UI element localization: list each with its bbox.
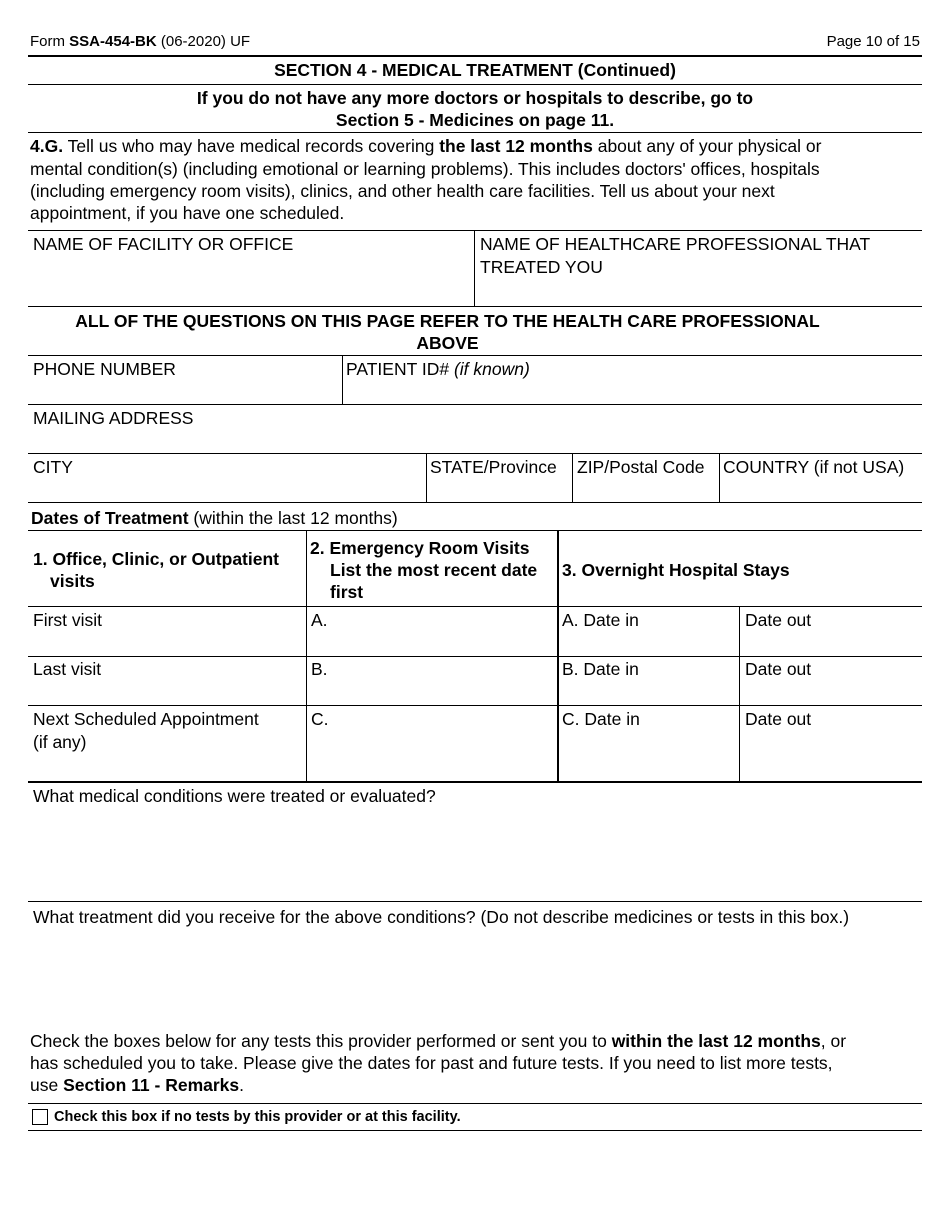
date-out-label: Date out <box>745 709 812 729</box>
date-in-label: B. Date in <box>562 659 639 679</box>
state-label: STATE/Province <box>430 457 557 477</box>
section-instruction-line2: Section 5 - Medicines on page 11. <box>335 110 615 130</box>
no-tests-label: Check this box if no tests by this provider or at this facility. <box>54 1109 461 1125</box>
patient-id-input[interactable] <box>346 381 916 401</box>
divider <box>28 132 922 133</box>
row-label: Next Scheduled Appointment <box>33 709 259 729</box>
professional-label-line1: NAME OF HEALTHCARE PROFESSIONAL THAT <box>480 234 871 254</box>
divider <box>28 230 922 231</box>
form-prefix: Form <box>30 33 70 50</box>
divider <box>28 306 922 307</box>
phone-input[interactable] <box>33 381 333 401</box>
conditions-label: What medical conditions were treated or evaluated? <box>33 786 436 806</box>
tests-line1: Check the boxes below for any tests this provider performed or sent you to within the last 12 months, or <box>30 1031 847 1051</box>
divider <box>28 1130 922 1131</box>
facility-label: NAME OF FACILITY OR OFFICE <box>33 234 294 254</box>
col-hospital-header: 3. Overnight Hospital Stays <box>562 560 790 580</box>
date-out-label: Date out <box>745 659 812 679</box>
no-tests-checkbox[interactable] <box>32 1109 48 1125</box>
row-label-line2: (if any) <box>33 732 87 752</box>
date-in-input[interactable] <box>562 681 732 701</box>
page-number: Page 10 of 15 <box>826 33 920 50</box>
q4g-line2: mental condition(s) (including emotional or learning problems). This includes doctors' offices, hospitals <box>30 159 820 179</box>
divider <box>28 530 922 531</box>
er-date-label: A. <box>311 610 328 630</box>
row-label: First visit <box>33 610 103 630</box>
divider <box>426 453 427 502</box>
section-instruction-line1: If you do not have any more doctors or hospitals to describe, go to <box>196 88 754 108</box>
notice-line1: ALL OF THE QUESTIONS ON THIS PAGE REFER TO THE HEALTH CARE PROFESSIONAL <box>75 311 820 331</box>
divider <box>28 1103 922 1104</box>
divider <box>28 781 922 783</box>
col-er-header: 2. Emergency Room Visits <box>310 538 530 558</box>
treatment-label: What treatment did you receive for the above conditions? (Do not describe medicines or tests in this box.) <box>33 907 850 927</box>
treatment-input[interactable] <box>33 932 913 1022</box>
zip-input[interactable] <box>577 479 715 499</box>
divider <box>28 901 922 902</box>
divider <box>28 453 922 454</box>
city-label: CITY <box>33 457 73 477</box>
section-title: SECTION 4 - MEDICAL TREATMENT (Continued) <box>274 60 676 80</box>
divider <box>28 502 922 503</box>
divider <box>719 453 720 502</box>
state-input[interactable] <box>430 479 568 499</box>
col-er-header-line2: List the most recent date <box>330 560 538 580</box>
form-number: SSA-454-BK <box>69 33 157 50</box>
divider <box>28 84 922 85</box>
date-out-input[interactable] <box>745 735 915 755</box>
col-office-header: 1. Office, Clinic, or Outpatient <box>33 549 279 569</box>
tests-line3: use Section 11 - Remarks. <box>30 1075 245 1095</box>
date-out-input[interactable] <box>745 632 915 652</box>
er-date-input[interactable] <box>330 659 550 679</box>
city-input[interactable] <box>33 479 418 499</box>
col-er-header-line3: first <box>330 582 364 602</box>
row-label: Last visit <box>33 659 102 679</box>
country-input[interactable] <box>723 479 918 499</box>
mailing-address-input[interactable] <box>33 430 913 450</box>
tests-line2: has scheduled you to take. Please give the dates for past and future tests. If you need to list more tests, <box>30 1053 833 1073</box>
divider <box>342 355 343 404</box>
treatment-row-first <box>0 606 950 656</box>
facility-name-input[interactable] <box>33 262 463 300</box>
professional-name-input[interactable] <box>480 282 915 302</box>
notice-line2: ABOVE <box>416 333 479 353</box>
q4g-line1: 4.G. Tell us who may have medical records covering the last 12 months about any of your physical or <box>30 136 822 156</box>
phone-label: PHONE NUMBER <box>33 359 176 379</box>
date-out-label: Date out <box>745 610 812 630</box>
treatment-row-next <box>0 705 950 781</box>
form-edition: (06-2020) UF <box>156 33 251 50</box>
dates-heading: Dates of Treatment (within the last 12 months) <box>31 508 398 528</box>
date-in-input[interactable] <box>562 735 732 755</box>
er-date-label: C. <box>311 709 329 729</box>
q4g-line4: appointment, if you have one scheduled. <box>30 203 345 223</box>
divider <box>28 404 922 405</box>
country-label: COUNTRY (if not USA) <box>723 457 905 477</box>
treatment-row-last <box>0 656 950 705</box>
form-id <box>30 31 250 53</box>
divider <box>572 453 573 502</box>
mailing-address-label: MAILING ADDRESS <box>33 408 194 428</box>
date-in-label: C. Date in <box>562 709 640 729</box>
professional-label-line2: TREATED YOU <box>480 257 603 277</box>
date-in-label: A. Date in <box>562 610 639 630</box>
divider <box>474 230 475 306</box>
divider <box>28 55 922 57</box>
col-office-header-line2: visits <box>50 571 95 591</box>
patient-id-label: PATIENT ID# (if known) <box>346 359 530 379</box>
q4g-line3: (including emergency room visits), clinics, and other health care facilities. Tell us about your next <box>30 181 775 201</box>
date-in-input[interactable] <box>562 632 732 652</box>
er-date-input[interactable] <box>330 709 550 729</box>
zip-label: ZIP/Postal Code <box>577 457 705 477</box>
conditions-input[interactable] <box>33 810 913 896</box>
question-number: 4.G. <box>30 136 64 156</box>
divider <box>28 355 922 356</box>
er-date-input[interactable] <box>330 610 550 630</box>
er-date-label: B. <box>311 659 328 679</box>
date-out-input[interactable] <box>745 681 915 701</box>
